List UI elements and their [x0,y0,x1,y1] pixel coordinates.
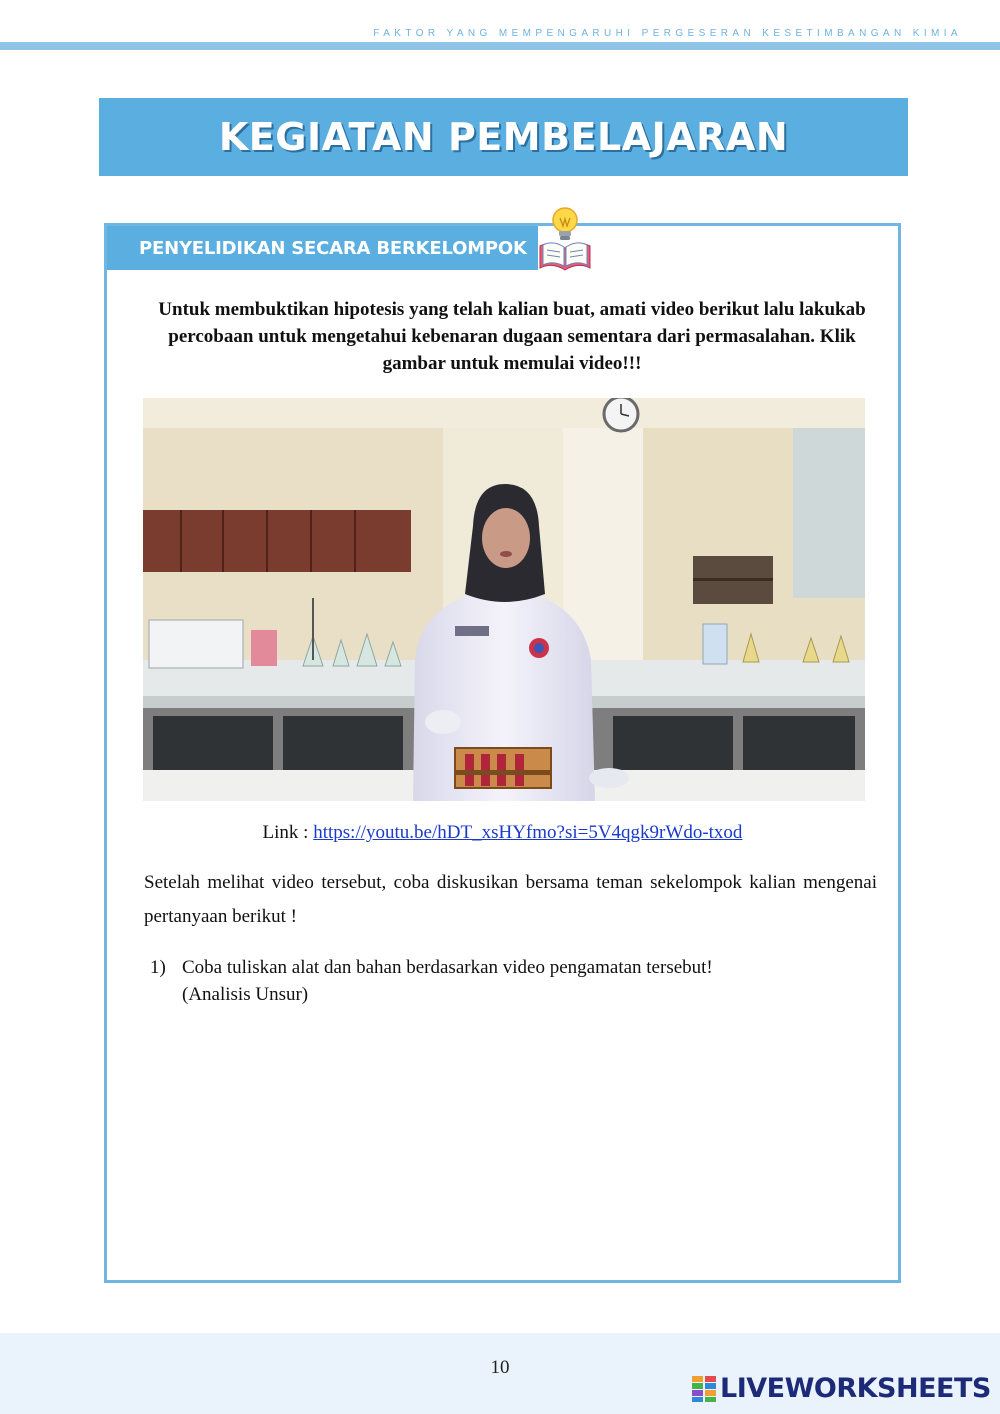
question-body [182,954,713,1008]
liveworksheets-wordmark: LIVEWORKSHEETS [720,1373,991,1404]
liveworksheets-logo[interactable] [692,1373,991,1404]
question-number: 1) [150,957,166,978]
page-number: 10 [490,1357,510,1378]
liveworksheets-mark-icon [692,1376,716,1402]
running-header: FAKTOR YANG MEMPENGARUHI PERGESERAN KESETIMBANGAN KIMIA [373,28,962,39]
section-tab [107,226,538,270]
page-title: KEGIATAN PEMBELAJARAN [218,115,789,159]
video-link[interactable]: https://youtu.be/hDT_xsHYfmo?si=5V4qgk9rWdo-txod [313,822,743,843]
lightbulb-icon [553,208,577,240]
section-frame [104,223,901,1283]
discussion-text: Setelah melihat video tersebut, coba diskusikan bersama teman sekelompok kalian mengenai pertanyaan berikut ! [144,872,877,927]
book-icon [540,243,590,270]
question-item [150,954,850,1008]
question-text: Coba tuliskan alat dan bahan berdasarkan video pengamatan tersebut! [182,957,713,978]
lab-scene-illustration [143,398,865,801]
title-banner [99,98,908,176]
header-rule [0,42,1000,50]
lab-video-thumbnail[interactable] [143,398,865,801]
instructions-text: Untuk membuktikan hipotesis yang telah kalian buat, amati video berikut lalu lakukab percobaan untuk mengetahui kebenaran dugaan sementara dari permasalahan. Klik gambar untuk memulai video!!! [158,299,866,374]
link-prefix: Link : [262,822,314,843]
video-link-line [107,822,898,844]
section-tab-label: PENYELIDIKAN SECARA BERKELOMPOK [139,237,527,259]
lightbulb-book-icon [537,204,593,274]
question-note: (Analisis Unsur) [182,984,309,1005]
